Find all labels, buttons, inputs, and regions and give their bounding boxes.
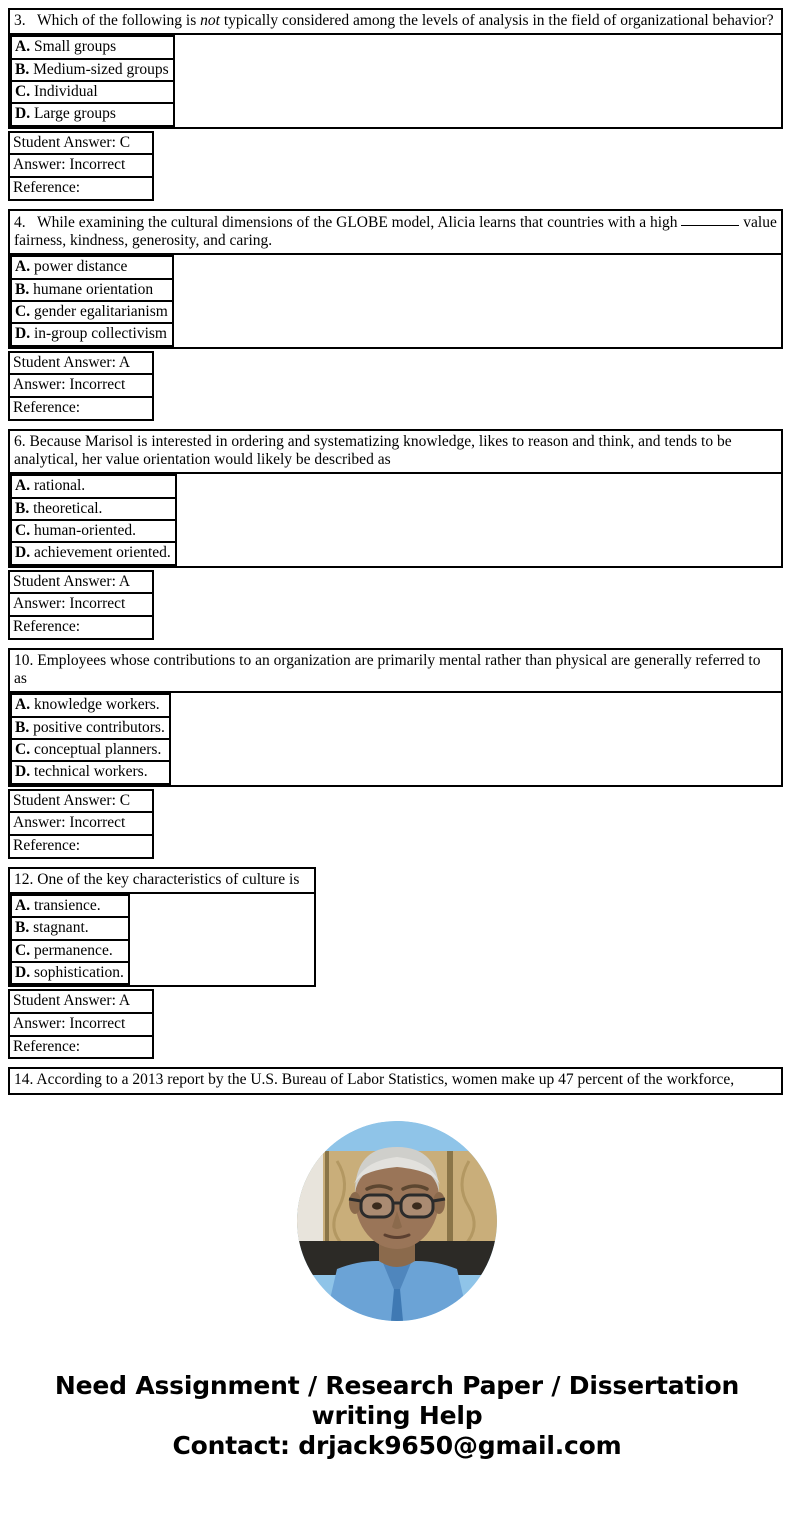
option-6-d[interactable] xyxy=(11,542,176,564)
option-3-d[interactable] xyxy=(11,103,174,125)
question-text-4-post: value fairness, kindness, generosity, and caring. xyxy=(14,213,777,249)
options-table-4 xyxy=(10,255,174,346)
question-table-10 xyxy=(8,648,783,787)
option-letter: A. xyxy=(15,258,31,276)
option-text: transience. xyxy=(33,896,101,914)
promo-section xyxy=(0,1121,794,1461)
options-table-3 xyxy=(10,35,175,126)
option-letter: A. xyxy=(15,696,31,714)
option-3-b[interactable] xyxy=(11,59,174,81)
question-number-3: 3. xyxy=(14,12,26,29)
answer-block-6 xyxy=(8,570,786,640)
options-cell-10 xyxy=(9,692,782,785)
option-3-c[interactable] xyxy=(11,81,174,103)
question-block-6 xyxy=(8,421,786,568)
answer-status-4: Answer: Incorrect xyxy=(9,374,153,397)
option-12-b[interactable] xyxy=(11,917,129,939)
avatar xyxy=(297,1121,497,1321)
option-letter: B. xyxy=(15,919,30,937)
question-text-4-pre: While examining the cultural dimensions of the GLOBE model, Alicia learns that countries with a high xyxy=(36,213,682,231)
reference-3: Reference: xyxy=(9,177,153,200)
question-block-4 xyxy=(8,201,786,349)
question-table-6 xyxy=(8,429,783,568)
question-text-cell-3 xyxy=(9,9,782,34)
option-letter: C. xyxy=(15,83,31,100)
question-block-14-partial xyxy=(8,1067,786,1095)
option-6-b[interactable] xyxy=(11,498,176,520)
question-text-4 xyxy=(10,211,781,254)
option-3-a[interactable] xyxy=(11,36,174,58)
reference-12: Reference: xyxy=(9,1036,153,1059)
question-text-cell-4 xyxy=(9,210,782,255)
option-text: conceptual planners. xyxy=(33,740,162,758)
question-table-3 xyxy=(8,8,783,129)
question-text-cell-6 xyxy=(9,430,782,474)
question-text-3-pre: Which of the following is xyxy=(36,12,201,29)
option-12-c[interactable] xyxy=(11,940,129,962)
question-block-3 xyxy=(8,0,786,129)
question-block-12 xyxy=(8,859,786,988)
option-4-a[interactable] xyxy=(11,256,173,278)
option-letter: B. xyxy=(15,60,30,78)
options-cell-12 xyxy=(9,893,315,986)
option-text: knowledge workers. xyxy=(33,696,160,714)
question-text-3-post: typically considered among the levels of analysis in the field of organizational behavior? xyxy=(219,12,774,29)
answer-table-12 xyxy=(8,989,154,1059)
option-letter: B. xyxy=(15,280,30,298)
promo-text xyxy=(0,1371,794,1461)
option-text: Small groups xyxy=(33,38,117,56)
option-text: sophistication. xyxy=(33,963,124,981)
option-text: Individual xyxy=(33,83,98,100)
answer-block-12 xyxy=(8,989,786,1059)
answer-table-3 xyxy=(8,131,154,201)
reference-10: Reference: xyxy=(9,835,153,858)
question-text-12: 12. One of the key characteristics of culture is xyxy=(14,870,300,888)
option-text: positive contributors. xyxy=(33,718,165,736)
student-answer-10: Student Answer: C xyxy=(9,790,153,813)
option-letter: D. xyxy=(15,963,31,981)
option-letter: C. xyxy=(15,302,31,320)
option-6-c[interactable] xyxy=(11,520,176,542)
answer-block-3 xyxy=(8,131,786,201)
option-4-b[interactable] xyxy=(11,279,173,301)
option-letter: D. xyxy=(15,105,31,123)
option-text: humane orientation xyxy=(33,280,154,298)
student-answer-4: Student Answer: A xyxy=(9,352,153,375)
answer-status-6: Answer: Incorrect xyxy=(9,593,153,616)
option-text: power distance xyxy=(33,258,128,276)
question-text-6: 6. Because Marisol is interested in ordering and systematizing knowledge, likes to reason and think, and tends to be analytical, her value orientation would likely be described as xyxy=(14,432,732,468)
option-text: theoretical. xyxy=(33,499,103,517)
promo-line-3: Contact: drjack9650@gmail.com xyxy=(172,1431,622,1461)
option-text: rational. xyxy=(33,477,86,495)
option-letter: D. xyxy=(15,325,31,343)
option-12-a[interactable] xyxy=(11,895,129,917)
answer-status-3: Answer: Incorrect xyxy=(9,154,153,177)
promo-line-1: Need Assignment / Research Paper / Dissertation xyxy=(54,1371,740,1401)
answer-table-6 xyxy=(8,570,154,640)
option-10-c[interactable] xyxy=(11,739,170,761)
option-10-a[interactable] xyxy=(11,694,170,716)
fill-in-blank xyxy=(681,213,739,226)
option-4-d[interactable] xyxy=(11,323,173,345)
option-letter: A. xyxy=(15,477,31,495)
option-letter: A. xyxy=(15,38,31,56)
answer-status-10: Answer: Incorrect xyxy=(9,812,153,835)
options-cell-3 xyxy=(9,34,782,127)
option-letter: C. xyxy=(15,941,31,959)
option-text: permanence. xyxy=(33,941,113,959)
option-letter: C. xyxy=(15,740,31,758)
option-letter: B. xyxy=(15,718,30,736)
options-table-10 xyxy=(10,693,171,784)
reference-6: Reference: xyxy=(9,616,153,639)
question-table-4 xyxy=(8,209,783,349)
option-4-c[interactable] xyxy=(11,301,173,323)
option-letter: B. xyxy=(15,499,30,517)
question-number-4: 4. xyxy=(14,213,26,231)
option-text: achievement oriented. xyxy=(33,544,171,562)
option-letter: A. xyxy=(15,896,31,914)
option-text: stagnant. xyxy=(33,919,89,937)
profile-photo-icon xyxy=(297,1121,497,1321)
answer-block-4 xyxy=(8,351,786,421)
question-text-3-emphasis: not xyxy=(200,12,220,29)
answer-status-12: Answer: Incorrect xyxy=(9,1013,153,1036)
question-text-cell-12 xyxy=(9,868,315,893)
answer-block-10 xyxy=(8,789,786,859)
question-table-12 xyxy=(8,867,316,988)
options-table-12 xyxy=(10,894,130,985)
student-answer-6: Student Answer: A xyxy=(9,571,153,594)
option-10-d[interactable] xyxy=(11,761,170,783)
question-text-cell-10 xyxy=(9,649,782,693)
options-cell-6 xyxy=(9,473,782,566)
option-text: technical workers. xyxy=(33,763,148,781)
option-text: human-oriented. xyxy=(33,521,136,539)
answer-table-10 xyxy=(8,789,154,859)
option-10-b[interactable] xyxy=(11,717,170,739)
option-letter: C. xyxy=(15,521,31,539)
option-text: Large groups xyxy=(33,105,116,123)
question-block-10 xyxy=(8,640,786,787)
option-text: Medium-sized groups xyxy=(33,60,169,78)
student-answer-3: Student Answer: C xyxy=(9,132,153,155)
answer-table-4 xyxy=(8,351,154,421)
option-text: gender egalitarianism xyxy=(33,302,168,320)
question-text-10: 10. Employees whose contributions to an organization are primarily mental rather than physical are generally referred to as xyxy=(14,651,761,687)
option-text: in-group collectivism xyxy=(33,325,167,343)
option-12-d[interactable] xyxy=(11,962,129,984)
question-text-cell-14 xyxy=(9,1068,782,1093)
promo-line-2: writing Help xyxy=(311,1401,483,1431)
question-text-14: 14. According to a 2013 report by the U.S. Bureau of Labor Statistics, women make up 47 percent of the workforce, xyxy=(14,1071,735,1089)
option-letter: D. xyxy=(15,763,31,781)
options-table-6 xyxy=(10,474,177,565)
reference-4: Reference: xyxy=(9,397,153,420)
option-letter: D. xyxy=(15,544,31,562)
student-answer-12: Student Answer: A xyxy=(9,990,153,1013)
option-6-a[interactable] xyxy=(11,475,176,497)
question-text-3 xyxy=(10,10,781,33)
options-cell-4 xyxy=(9,254,782,347)
question-table-14 xyxy=(8,1067,783,1094)
